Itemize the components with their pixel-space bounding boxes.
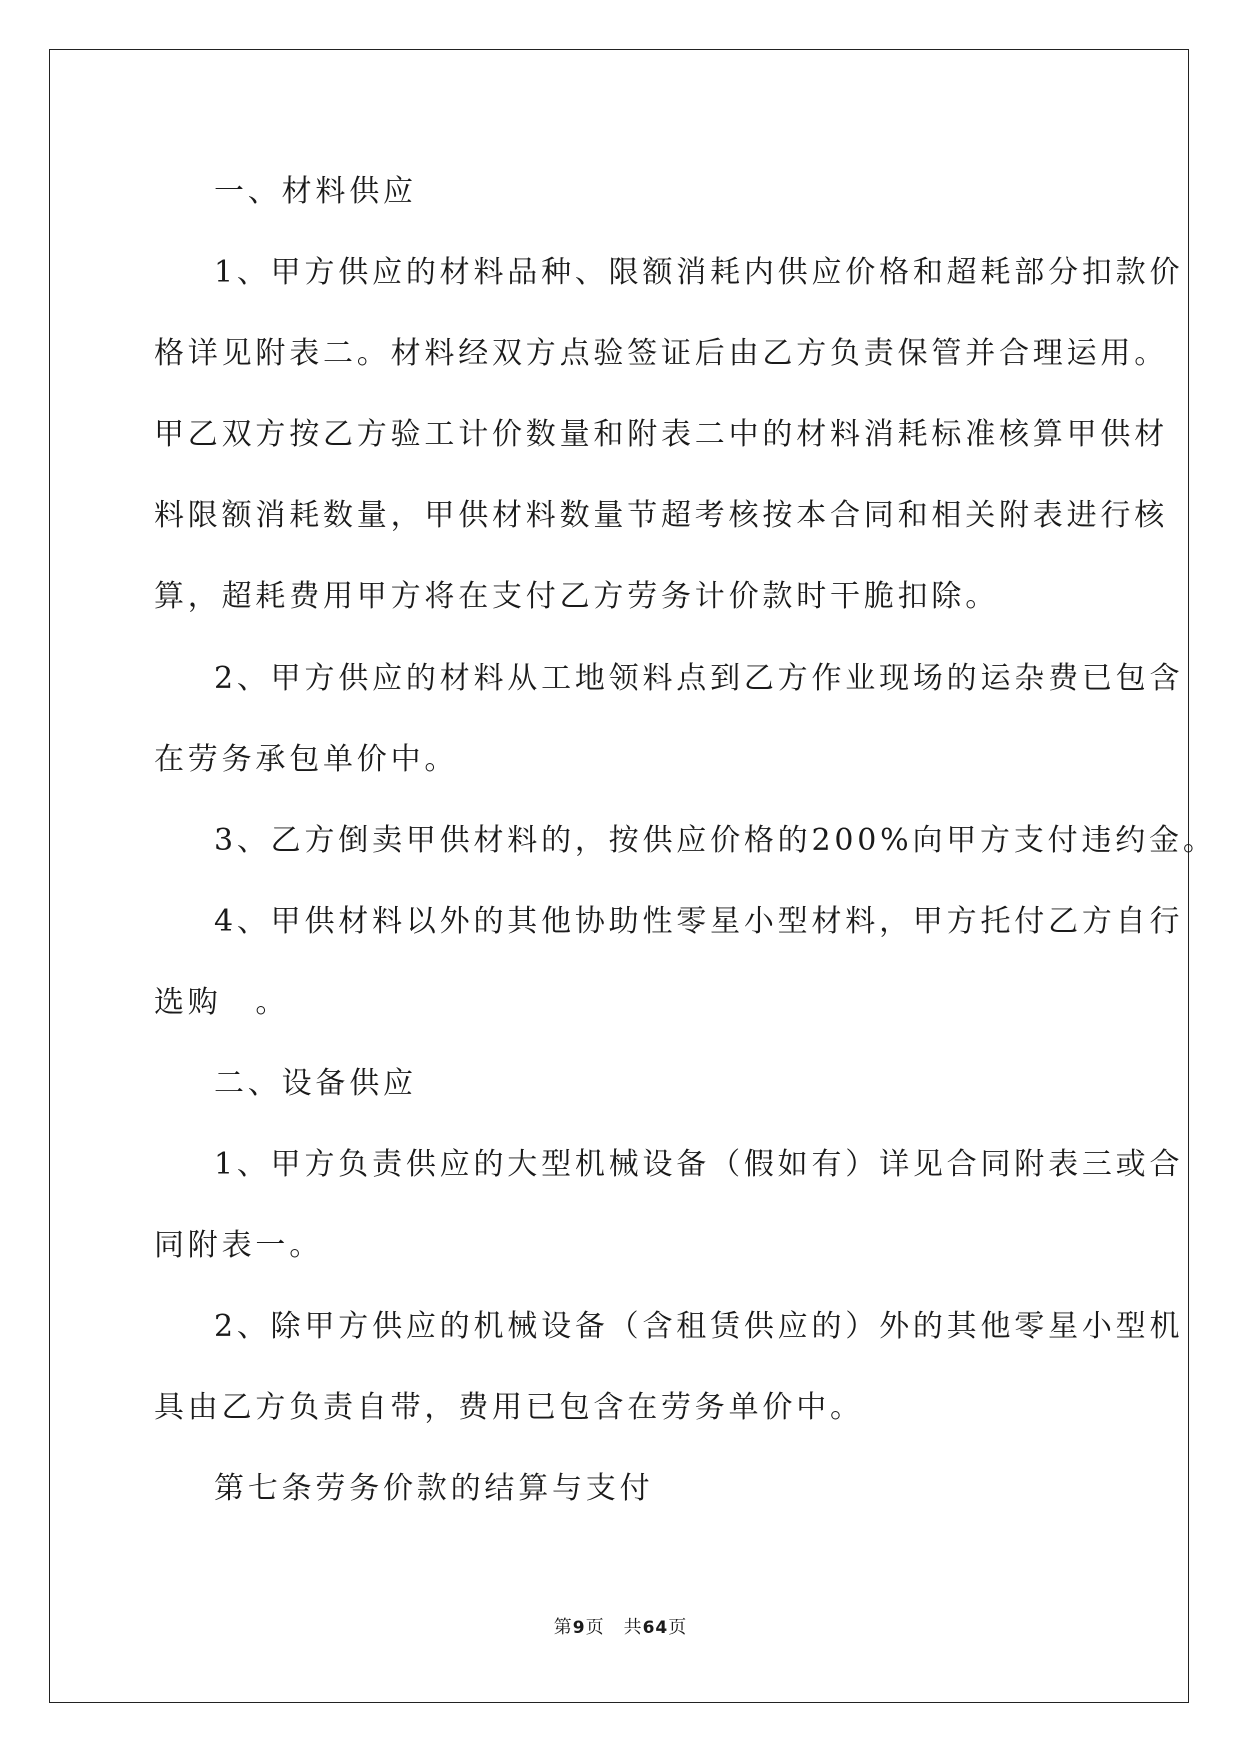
- page-footer: [0, 1616, 1241, 1640]
- paragraph-line: 4、甲供材料以外的其他协助性零星小型材料，甲方托付乙方自行: [214, 904, 1184, 939]
- paragraph-line: 2、除甲方供应的机械设备（含租赁供应的）外的其他零星小型机: [214, 1309, 1184, 1344]
- paragraph-line: 算，超耗费用甲方将在支付乙方劳务计价款时干脆扣除。: [154, 579, 999, 614]
- paragraph-line: 甲乙双方按乙方验工计价数量和附表二中的材料消耗标准核算甲供材: [154, 417, 1168, 452]
- page-border: [49, 49, 1189, 1703]
- section-heading-equipment-supply: 二、设备供应: [214, 1066, 417, 1101]
- paragraph-line: 选购 。: [154, 985, 290, 1020]
- paragraph-line: 料限额消耗数量，甲供材料数量节超考核按本合同和相关附表进行核: [154, 498, 1168, 533]
- current-page-number: 9: [572, 1618, 586, 1638]
- paragraph-line: 具由乙方负责自带，费用已包含在劳务单价中。: [154, 1390, 864, 1425]
- article-heading: 第七条劳务价款的结算与支付: [214, 1471, 654, 1506]
- paragraph-line: 3、乙方倒卖甲供材料的，按供应价格的200%向甲方支付违约金。: [214, 823, 1217, 858]
- paragraph-line: 1、甲方供应的材料品种、限额消耗内供应价格和超耗部分扣款价: [214, 255, 1184, 290]
- paragraph-line: 2、甲方供应的材料从工地领料点到乙方作业现场的运杂费已包含: [214, 661, 1184, 696]
- footer-mid: 页 共: [585, 1617, 643, 1638]
- footer-suffix: 页: [668, 1617, 688, 1638]
- paragraph-line: 在劳务承包单价中。: [154, 742, 459, 777]
- paragraph-line: 格详见附表二。材料经双方点验签证后由乙方负责保管并合理运用。: [154, 336, 1168, 371]
- paragraph-line: 1、甲方负责供应的大型机械设备（假如有）详见合同附表三或合: [214, 1147, 1184, 1182]
- footer-prefix: 第: [553, 1617, 573, 1638]
- total-page-count: 64: [642, 1618, 669, 1638]
- section-heading-material-supply: 一、材料供应: [214, 174, 417, 209]
- paragraph-line: 同附表一。: [154, 1228, 323, 1263]
